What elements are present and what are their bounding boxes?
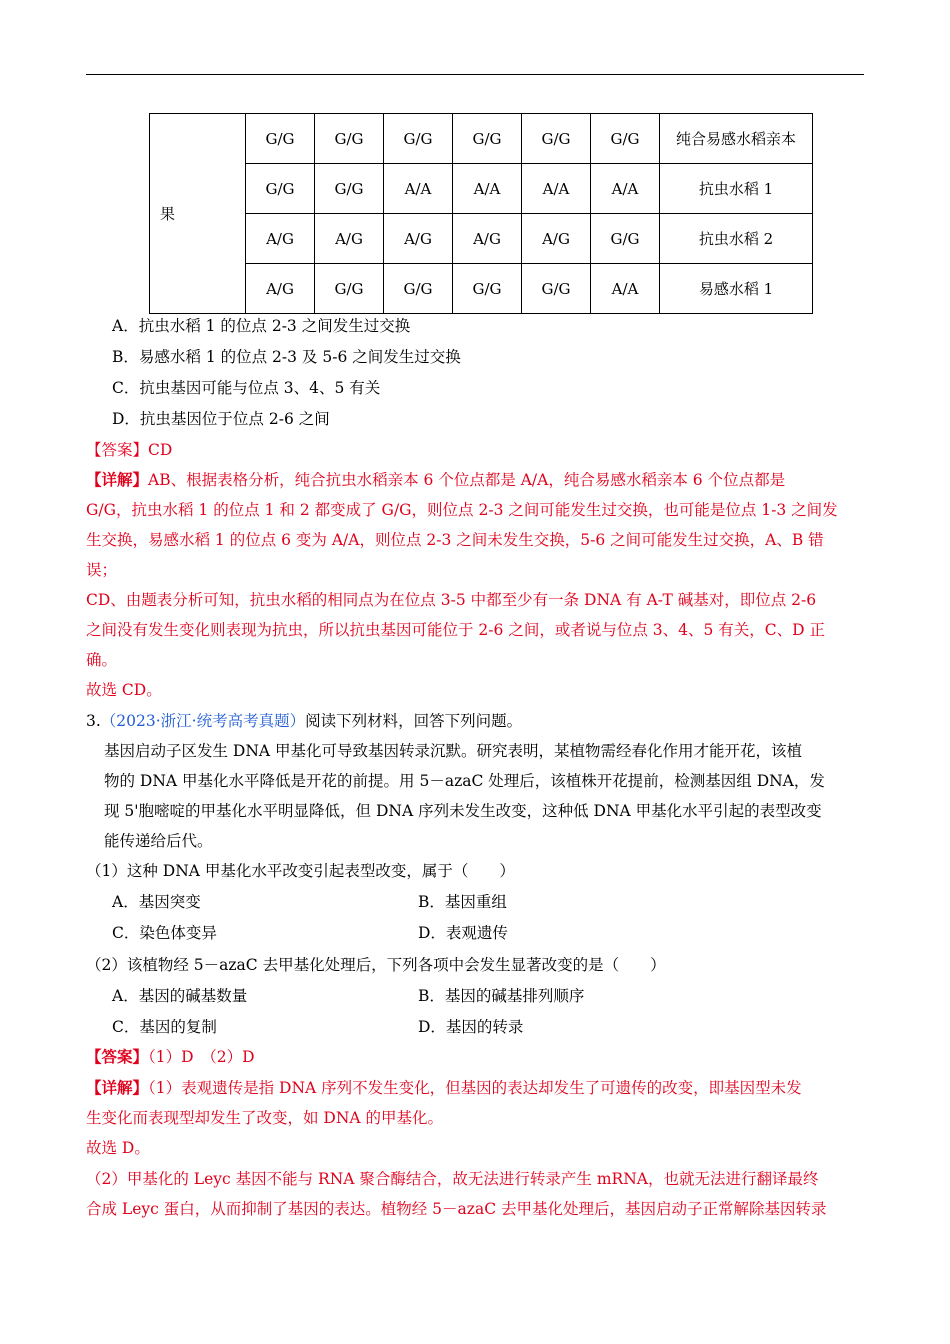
- table-row: [150, 214, 813, 264]
- material-line: 能传递给后代。: [104, 832, 213, 850]
- table-cell: G/G: [453, 114, 522, 164]
- table-cell: A/G: [453, 214, 522, 264]
- table-cell: G/G: [246, 114, 315, 164]
- sub2-option-d: D．基因的转录: [418, 1018, 524, 1036]
- table-row-label: 易感水稻 1: [660, 264, 813, 314]
- detail-line: 合成 Leyc 蛋白，从而抑制了基因的表达。植物经 5－azaC 去甲基化处理后，基因启动子正常解除基因转录: [86, 1200, 827, 1218]
- answer-text: （1）D （2）D: [148, 1048, 255, 1066]
- option-a: A．抗虫水稻 1 的位点 2-3 之间发生过交换: [112, 317, 411, 335]
- sub1-option-d: D．表观遗传: [418, 924, 508, 942]
- table-cell: A/A: [522, 164, 591, 214]
- detail-line: 故选 CD。: [86, 681, 162, 699]
- detail-line: 确。: [86, 651, 118, 669]
- material-line: 物的 DNA 甲基化水平降低是开花的前提。用 5－azaC 处理后，该植株开花提前，检测基因组 DNA，发: [104, 772, 825, 790]
- table-cell: A/A: [591, 264, 660, 314]
- question-3-header: [86, 711, 522, 731]
- table-cell: G/G: [315, 164, 384, 214]
- table-first-col: 果: [150, 114, 246, 314]
- material-line: 基因启动子区发生 DNA 甲基化可导致基因转录沉默。研究表明，某植物需经春化作用才能开花，该植: [104, 742, 803, 760]
- material-line: 现 5'胞嘧啶的甲基化水平明显降低，但 DNA 序列未发生改变，这种低 DNA 甲基化水平引起的表型改变: [104, 802, 822, 820]
- option-c: C．抗虫基因可能与位点 3、4、5 有关: [112, 379, 381, 397]
- detail-line: 之间没有发生变化则表现为抗虫，所以抗虫基因可能位于 2-6 之间，或者说与位点 3、4、5 有关，C、D 正: [86, 621, 825, 639]
- answer-tag: 【答案】: [86, 1047, 149, 1066]
- answer-3: [86, 1047, 255, 1067]
- detail-text: AB、根据表格分析，纯合抗虫水稻亲本 6 个位点都是 A/A，纯合易感水稻亲本 6 个位点都是: [148, 471, 786, 489]
- sub2-option-b: B．基因的碱基排列顺序: [418, 987, 585, 1005]
- table-cell: G/G: [453, 264, 522, 314]
- table-row: [150, 114, 813, 164]
- detail-line: 故选 D。: [86, 1139, 150, 1157]
- sub1-option-b: B．基因重组: [418, 893, 507, 911]
- table-cell: A/G: [384, 214, 453, 264]
- detail-tag: 【详解】: [86, 1078, 149, 1097]
- table-row-label: 抗虫水稻 2: [660, 214, 813, 264]
- detail-tag: 【详解】: [86, 470, 149, 489]
- table-row: [150, 164, 813, 214]
- sub2-option-a: A．基因的碱基数量: [112, 987, 248, 1005]
- option-b: B．易感水稻 1 的位点 2-3 及 5-6 之间发生过交换: [112, 348, 461, 366]
- detail-line: [86, 1078, 802, 1098]
- table-cell: G/G: [591, 114, 660, 164]
- detail-line: 生变化而表现型却发生了改变，如 DNA 的甲基化。: [86, 1109, 444, 1127]
- table-cell: A/G: [246, 264, 315, 314]
- table-cell: A/G: [246, 214, 315, 264]
- sub-question-2: （2）该植物经 5－azaC 去甲基化处理后，下列各项中会发生显著改变的是（ ）: [86, 956, 666, 974]
- table-cell: G/G: [591, 214, 660, 264]
- table-row-label: 抗虫水稻 1: [660, 164, 813, 214]
- sub1-option-a: A．基因突变: [112, 893, 201, 911]
- question-number: 3.: [86, 712, 101, 730]
- sub1-option-c: C．染色体变异: [112, 924, 217, 942]
- header-rule: [86, 74, 864, 75]
- table-cell: G/G: [384, 114, 453, 164]
- table-row-label: 纯合易感水稻亲本: [660, 114, 813, 164]
- question-source: （2023·浙江·统考高考真题）: [100, 712, 306, 730]
- detail-line: [86, 470, 785, 490]
- table-row: [150, 264, 813, 314]
- detail-line: （2）甲基化的 Leyc 基因不能与 RNA 聚合酶结合，故无法进行转录产生 mRNA，也就无法进行翻译最终: [86, 1170, 819, 1188]
- genotype-table: [149, 113, 813, 314]
- table-cell: A/A: [453, 164, 522, 214]
- answer: 【答案】CD: [86, 441, 173, 459]
- table-cell: A/G: [522, 214, 591, 264]
- table-cell: G/G: [384, 264, 453, 314]
- option-d: D．抗虫基因位于位点 2-6 之间: [112, 410, 330, 428]
- table-cell: A/A: [591, 164, 660, 214]
- detail-line: G/G，抗虫水稻 1 的位点 1 和 2 都变成了 G/G，则位点 2-3 之间可能发生过交换，也可能是位点 1-3 之间发: [86, 501, 838, 519]
- table-cell: G/G: [522, 114, 591, 164]
- detail-line: CD、由题表分析可知，抗虫水稻的相同点为在位点 3-5 中都至少有一条 DNA 有 A-T 碱基对，即位点 2-6: [86, 591, 817, 609]
- table-cell: G/G: [315, 114, 384, 164]
- detail-text: （1）表观遗传是指 DNA 序列不发生变化，但基因的表达却发生了可遗传的改变，即基因型未发: [148, 1079, 802, 1097]
- table-cell: G/G: [246, 164, 315, 214]
- table-cell: G/G: [315, 264, 384, 314]
- table-cell: A/G: [315, 214, 384, 264]
- question-intro: 阅读下列材料，回答下列问题。: [305, 712, 523, 730]
- table-cell: G/G: [522, 264, 591, 314]
- detail-line: 生交换，易感水稻 1 的位点 6 变为 A/A，则位点 2-3 之间未发生交换，5-6 之间可能发生过交换，A、B 错: [86, 531, 824, 549]
- table-cell: A/A: [384, 164, 453, 214]
- detail-line: 误；: [86, 561, 118, 579]
- sub-question-1: （1）这种 DNA 甲基化水平改变引起表型改变，属于（ ）: [86, 862, 515, 880]
- sub2-option-c: C．基因的复制: [112, 1018, 217, 1036]
